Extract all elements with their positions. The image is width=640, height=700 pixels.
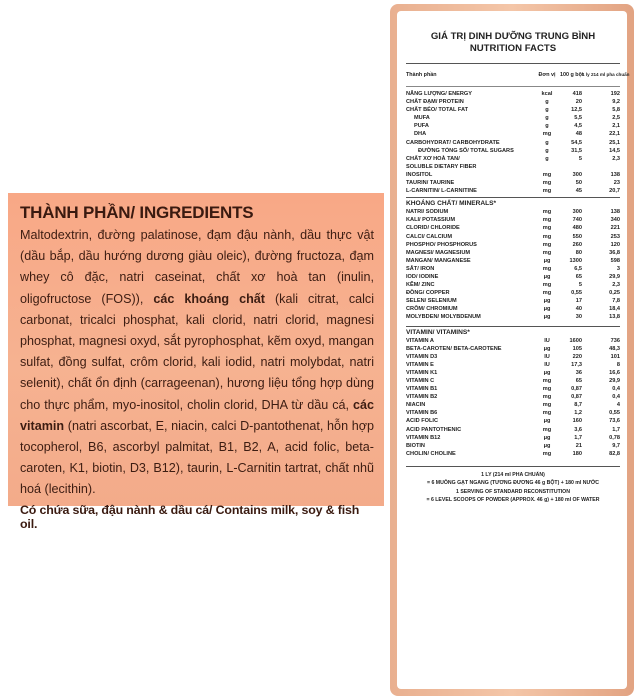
nutrient-unit: kcal	[541, 91, 553, 97]
nutrient-unit: μg	[543, 418, 551, 425]
nutrient-per100: 418	[572, 91, 582, 97]
ingredients-minerals-label: các khoáng chất	[153, 291, 265, 306]
nutrient-per100: 17	[575, 298, 582, 305]
header-per-serving: 1 ly 214 ml pha chuẩn	[582, 72, 630, 77]
nutrient-unit: μg	[543, 273, 551, 280]
nutrient-per100: 550	[572, 233, 582, 240]
nutrient-unit: μg	[543, 434, 551, 441]
nutrient-per-serving: 2,3	[612, 155, 620, 162]
nutrient-unit: mg	[542, 233, 552, 240]
header-per100: 100 g bột	[560, 72, 584, 78]
nutrient-unit: μg	[543, 345, 551, 352]
nutrient-unit: mg	[542, 290, 552, 297]
table-header	[406, 64, 630, 86]
ingredients-panel	[8, 193, 384, 531]
nutrient-row	[406, 179, 620, 187]
nutrient-per-serving: 0,4	[612, 394, 620, 401]
nutrient-per100: 80	[575, 249, 582, 256]
nutrient-per100: 50	[575, 180, 582, 187]
nutrient-per-serving: 736	[610, 337, 620, 344]
nutrient-per-serving: 8	[616, 361, 620, 368]
nutrient-per-serving: 2,3	[612, 282, 620, 289]
nutrient-per-serving: 2,5	[612, 115, 620, 122]
nutrient-name: CHẤT XƠ HOÀ TAN/	[406, 155, 460, 162]
nutrient-row	[406, 377, 620, 385]
nutrient-name: CRÔM/ CHROMIUM	[406, 306, 458, 313]
nutrient-unit: mg	[542, 386, 552, 393]
nutrient-unit: μg	[543, 369, 551, 376]
nutrient-per100: 8,7	[574, 402, 582, 409]
nutrient-row	[406, 393, 620, 401]
nutrient-per-serving: 0,55	[609, 410, 620, 417]
nutrient-per100: 3,6	[574, 426, 582, 433]
nutrient-per-serving: 1,7	[612, 426, 620, 433]
nutrient-name: VITAMIN D3	[406, 353, 438, 360]
nutrient-per100: 300	[572, 209, 582, 216]
nutrient-name: DHA	[414, 131, 427, 138]
nutrient-name: SOLUBLE DIETARY FIBER	[406, 163, 477, 170]
nutrient-row	[406, 224, 620, 232]
nutrient-unit: IU	[544, 361, 550, 368]
nutrient-unit: g	[545, 99, 549, 106]
nutrient-per100: 0,87	[571, 386, 582, 393]
nutrient-name: MUFA	[414, 115, 430, 122]
nutrient-name: ĐỒNG/ COPPER	[406, 290, 450, 297]
nutrient-per-serving: 2,1	[612, 123, 620, 130]
nutrient-name: INOSITOL	[406, 171, 433, 178]
macronutrient-rows	[406, 90, 620, 195]
nutrient-per-serving: 138	[610, 209, 620, 216]
nutrient-per-serving: 20,7	[609, 188, 620, 195]
nutrient-name: BETA-CAROTEN/ BETA-CAROTENE	[406, 345, 502, 352]
nutrient-unit: mg	[542, 131, 552, 138]
ingredients-text-part: (kali citrat, calci carbonat, tricalci phosphat, kali clorid, natri clorid, magnesi phosphat, magnesi oxyd, sắt pyrophosphat, kẽm oxyd, mangan sulfat, đồng sulfat, crôm clorid, kali iodid, natri molybdat, natri selenit), chất ổn định (carrageenan), hương liệu tổng hợp dùng cho thực phẩm, myo-inositol, cholin clorid, DHA từ dầu cá,	[20, 291, 375, 412]
nutrient-per100: 4,5	[574, 123, 582, 130]
nutrient-name: NĂNG LƯỢNG/ ENERGY	[406, 91, 472, 97]
nutrition-facts-panel	[397, 11, 630, 689]
nutrient-per-serving: 73,6	[609, 418, 620, 425]
nutrient-name: ACID PANTOTHENIC	[406, 426, 462, 433]
nutrient-name: VITAMIN B6	[406, 410, 438, 417]
nutrient-per100: 20	[575, 99, 582, 106]
nutrient-unit: mg	[542, 410, 552, 417]
nutrient-row	[406, 273, 620, 281]
divider	[406, 466, 620, 467]
nutrient-per-serving: 221	[610, 225, 620, 232]
nutrient-name: MAGNESI/ MAGNESIUM	[406, 249, 471, 256]
ingredients-text	[20, 225, 374, 501]
nutrient-per100: 105	[572, 345, 582, 352]
nutrient-name: VITAMIN B2	[406, 394, 438, 401]
nutrient-row	[406, 305, 620, 313]
nutrient-name: MANGAN/ MANGANESE	[406, 257, 471, 264]
nutrient-per100: 31,5	[571, 147, 582, 154]
divider	[406, 326, 620, 327]
nutrient-row	[406, 114, 620, 122]
nutrient-unit: mg	[542, 217, 552, 224]
nutrient-row	[406, 353, 620, 361]
nutrient-name: PHOSPHO/ PHOSPHORUS	[406, 241, 477, 248]
nutrient-per100: 480	[572, 225, 582, 232]
nutrient-name: VITAMIN B12	[406, 434, 441, 441]
ingredients-text-part: Maltodextrin, đường palatinose, đạm đậu nành, dầu thực vật (dầu bắp, dầu hướng dương giàu oleic), đường fructoza, đạm whey cô đặc, natri caseinat, chất xơ hoà tan (inulin, oligofructose (FOS)),	[20, 228, 374, 306]
nutrient-per100: 5	[578, 155, 582, 162]
nutrient-per100: 300	[572, 171, 582, 178]
nutrient-per-serving: 253	[610, 233, 620, 240]
nutrient-per100: 1300	[569, 257, 582, 264]
nutrient-row	[406, 241, 620, 249]
nutrient-name: CARBOHYDRAT/ CARBOHYDRATE	[406, 139, 500, 146]
header-name: Thành phần	[406, 72, 437, 78]
ingredients-text-part: (natri ascorbat, E, niacin, calci D-pantothenat, hỗn hợp tocopherol, B6, ascorbyl palmitat, B1, B2, A, acid folic, beta-caroten, K1, biotin, D3, B12), taurin, L-Carnitin tartrat, chất nhũ hoá (lecithin).	[20, 418, 374, 497]
nutrient-per-serving	[582, 163, 620, 171]
nutrient-per100: 0,87	[571, 394, 582, 401]
nutrient-row	[406, 417, 620, 425]
nutrient-row	[406, 297, 620, 305]
nutrient-per-serving: 23	[613, 180, 620, 187]
nutrient-row	[406, 369, 620, 377]
nutrient-unit: μg	[543, 257, 551, 264]
nutrient-name: IOD/ IODINE	[406, 273, 439, 280]
nutrient-per100: 1,7	[574, 434, 582, 441]
nutrient-per100: 40	[575, 306, 582, 313]
divider	[406, 197, 620, 198]
nutrient-unit: mg	[542, 188, 552, 195]
nutrient-per-serving: 25,1	[609, 139, 620, 146]
nutrient-per-serving: 598	[610, 257, 620, 264]
nutrient-unit: mg	[542, 282, 552, 289]
nutrient-per100	[560, 163, 582, 171]
nutrient-row	[406, 130, 620, 138]
nutrient-row	[406, 216, 620, 224]
nutrient-name: CHẤT ĐẠM/ PROTEIN	[406, 99, 464, 106]
nutrient-name: CHOLIN/ CHOLINE	[406, 450, 456, 457]
nutrient-per-serving: 36,8	[609, 249, 620, 256]
nutrient-per-serving: 13,8	[609, 314, 620, 321]
nutrient-name: SẮT/ IRON	[406, 265, 435, 272]
nutrient-row	[406, 426, 620, 434]
nutrient-row	[406, 98, 620, 106]
ingredients-vitamins-label: các vitamin	[20, 397, 374, 433]
nutrition-title	[406, 31, 620, 55]
vitamins-section-title: VITAMIN/ VITAMINS*	[406, 328, 470, 336]
nutrient-row	[406, 450, 620, 458]
nutrient-row	[406, 442, 620, 450]
nutrient-row	[406, 313, 620, 321]
nutrient-row	[406, 163, 620, 171]
nutrient-per100: 1600	[569, 337, 582, 344]
nutrient-per-serving: 101	[610, 353, 620, 360]
nutrient-row	[406, 122, 620, 130]
nutrient-unit: mg	[542, 225, 552, 232]
nutrient-unit	[534, 163, 560, 171]
nutrient-name: NIACIN	[406, 402, 426, 409]
nutrient-name: VITAMIN B1	[406, 386, 438, 393]
nutrient-per-serving: 0,4	[612, 386, 620, 393]
nutrient-unit: mg	[542, 265, 552, 272]
nutrient-per100: 21	[575, 442, 582, 449]
nutrient-per100: 740	[572, 217, 582, 224]
nutrient-per100: 220	[572, 353, 582, 360]
nutrient-row	[406, 257, 620, 265]
nutrient-unit: mg	[542, 180, 552, 187]
nutrient-per-serving: 4	[616, 402, 620, 409]
nutrition-frame	[390, 4, 634, 696]
allergen-statement: Có chứa sữa, đậu nành & dầu cá/ Contains milk, soy & fish oil.	[20, 502, 360, 531]
minerals-rows	[406, 208, 620, 321]
serving-footnote	[406, 471, 620, 505]
nutrient-name: KẼM/ ZINC	[406, 282, 435, 289]
nutrient-unit: μg	[543, 298, 551, 305]
nutrient-row	[406, 187, 620, 195]
nutrient-row	[406, 281, 620, 289]
nutrient-per100: 260	[572, 241, 582, 248]
nutrient-row	[406, 155, 620, 163]
nutrient-unit: g	[545, 139, 549, 146]
nutrient-unit: μg	[543, 314, 551, 321]
nutrient-per-serving: 5,8	[612, 107, 620, 114]
nutrient-per100: 30	[575, 314, 582, 321]
nutrient-row	[406, 208, 620, 216]
nutrient-name: VITAMIN C	[406, 378, 435, 384]
nutrient-row	[406, 361, 620, 369]
nutrient-row	[406, 409, 620, 417]
nutrition-title-en: NUTRITION FACTS	[469, 43, 557, 54]
nutrient-name: CLORID/ CHLORIDE	[406, 225, 460, 232]
nutrient-name: CALCI/ CALCIUM	[406, 233, 452, 240]
nutrient-name: L-CARNITIN/ L-CARNITINE	[406, 188, 477, 195]
minerals-section-title: KHOÁNG CHẤT/ MINERALS*	[406, 200, 497, 208]
nutrient-row	[406, 289, 620, 297]
nutrient-name: MOLYBDEN/ MOLYBDENUM	[406, 314, 481, 321]
nutrient-per100: 45	[575, 188, 582, 195]
nutrient-name: VITAMIN E	[406, 361, 434, 368]
nutrient-per100: 36	[575, 369, 582, 376]
nutrient-row	[406, 139, 620, 147]
nutrient-name: ACID FOLIC	[406, 418, 439, 425]
nutrient-per100: 12,5	[571, 107, 582, 114]
nutrient-unit: mg	[542, 171, 552, 178]
nutrient-unit: mg	[542, 249, 552, 256]
nutrient-unit: g	[545, 155, 549, 162]
nutrient-per-serving: 7,8	[612, 298, 620, 305]
nutrient-unit: mg	[542, 426, 552, 433]
nutrient-per-serving: 0,25	[609, 290, 620, 297]
nutrient-per100: 17,3	[571, 361, 582, 368]
nutrient-unit: g	[545, 123, 549, 130]
nutrient-row	[406, 434, 620, 442]
nutrient-unit: mg	[542, 394, 552, 401]
nutrient-per-serving: 18,4	[609, 306, 620, 313]
nutrient-name: VITAMIN A	[406, 337, 434, 344]
nutrient-unit: μg	[543, 442, 551, 449]
nutrition-title-vi: GIÁ TRỊ DINH DƯỠNG TRUNG BÌNH	[430, 31, 596, 42]
nutrient-per-serving: 14,5	[609, 147, 620, 154]
nutrient-per-serving: 120	[610, 241, 620, 248]
nutrient-row	[406, 90, 620, 98]
nutrient-unit: mg	[542, 450, 552, 457]
header-unit: Đơn vị	[538, 72, 556, 78]
nutrient-name: TAURIN/ TAURINE	[406, 180, 455, 187]
nutrient-per100: 54,5	[571, 139, 582, 146]
nutrient-unit: IU	[544, 353, 550, 360]
nutrient-per-serving: 29,9	[609, 273, 620, 280]
nutrient-unit: IU	[544, 337, 550, 344]
footnote-line: = 6 LEVEL SCOOPS OF POWDER (APPROX. 46 g) + 180 ml OF WATER	[426, 497, 600, 504]
nutrient-name: NATRI/ SODIUM	[406, 209, 449, 216]
nutrient-name: ĐƯỜNG TỔNG SỐ/ TOTAL SUGARS	[418, 147, 514, 154]
nutrient-row	[406, 171, 620, 179]
nutrient-unit: g	[545, 147, 549, 154]
nutrient-name: VITAMIN K1	[406, 369, 438, 376]
nutrient-per100: 6,5	[574, 265, 582, 272]
nutrient-row	[406, 147, 620, 155]
nutrient-name: CHẤT BÉO/ TOTAL FAT	[406, 107, 469, 114]
nutrient-unit: mg	[542, 241, 552, 248]
nutrient-unit: mg	[542, 209, 552, 216]
nutrient-row	[406, 345, 620, 353]
nutrient-per-serving: 82,8	[609, 450, 620, 457]
nutrient-per-serving: 29,9	[609, 378, 620, 384]
nutrient-row	[406, 265, 620, 273]
nutrient-per100: 65	[575, 378, 582, 384]
nutrient-name: KALI/ POTASSIUM	[406, 217, 455, 224]
nutrient-per-serving: 9,7	[612, 442, 620, 449]
nutrient-unit: mg	[542, 402, 552, 409]
nutrient-name: SELEN/ SELENIUM	[406, 298, 457, 305]
nutrient-per100: 160	[572, 418, 582, 425]
nutrient-per-serving: 22,1	[609, 131, 620, 138]
nutrient-per100: 65	[575, 273, 582, 280]
nutrient-unit: μg	[543, 306, 551, 313]
nutrient-per100: 5	[578, 282, 582, 289]
nutrient-per100: 0,55	[571, 290, 582, 297]
ingredients-title: THÀNH PHẦN/ INGREDIENTS	[20, 203, 254, 222]
nutrient-per-serving: 340	[610, 217, 620, 224]
nutrient-row	[406, 337, 620, 345]
nutrient-unit: mg	[542, 378, 552, 384]
nutrient-row	[406, 233, 620, 241]
footnote-line: = 6 MUỖNG GẠT NGANG (TƯƠNG ĐƯƠNG 46 g BỘT) + 180 ml NƯỚC	[426, 480, 600, 487]
nutrient-unit: g	[545, 107, 549, 114]
nutrient-per-serving: 48,3	[609, 345, 620, 352]
footnote-line: 1 SERVING OF STANDARD RECONSTITUTION	[456, 488, 570, 495]
nutrient-row	[406, 385, 620, 393]
nutrient-per-serving: 0,78	[609, 434, 620, 441]
nutrient-unit: g	[545, 115, 549, 122]
nutrient-name: BIOTIN	[406, 442, 425, 449]
nutrient-row	[406, 401, 620, 409]
nutrient-row	[406, 249, 620, 257]
nutrient-per-serving: 9,2	[612, 99, 620, 106]
nutrient-row	[406, 106, 620, 114]
nutrient-per-serving: 16,6	[609, 369, 620, 376]
nutrient-per100: 48	[575, 131, 582, 138]
nutrient-per100: 180	[572, 450, 582, 457]
nutrient-per100: 5,5	[574, 115, 582, 122]
nutrient-per-serving: 192	[610, 91, 620, 97]
vitamins-rows	[406, 337, 620, 458]
nutrient-name: PUFA	[414, 123, 429, 130]
nutrient-per100: 1,2	[574, 410, 582, 417]
nutrient-per-serving: 3	[616, 265, 620, 272]
footnote-line: 1 LY (214 ml PHA CHUẨN)	[481, 471, 545, 478]
nutrient-per-serving: 138	[610, 171, 620, 178]
